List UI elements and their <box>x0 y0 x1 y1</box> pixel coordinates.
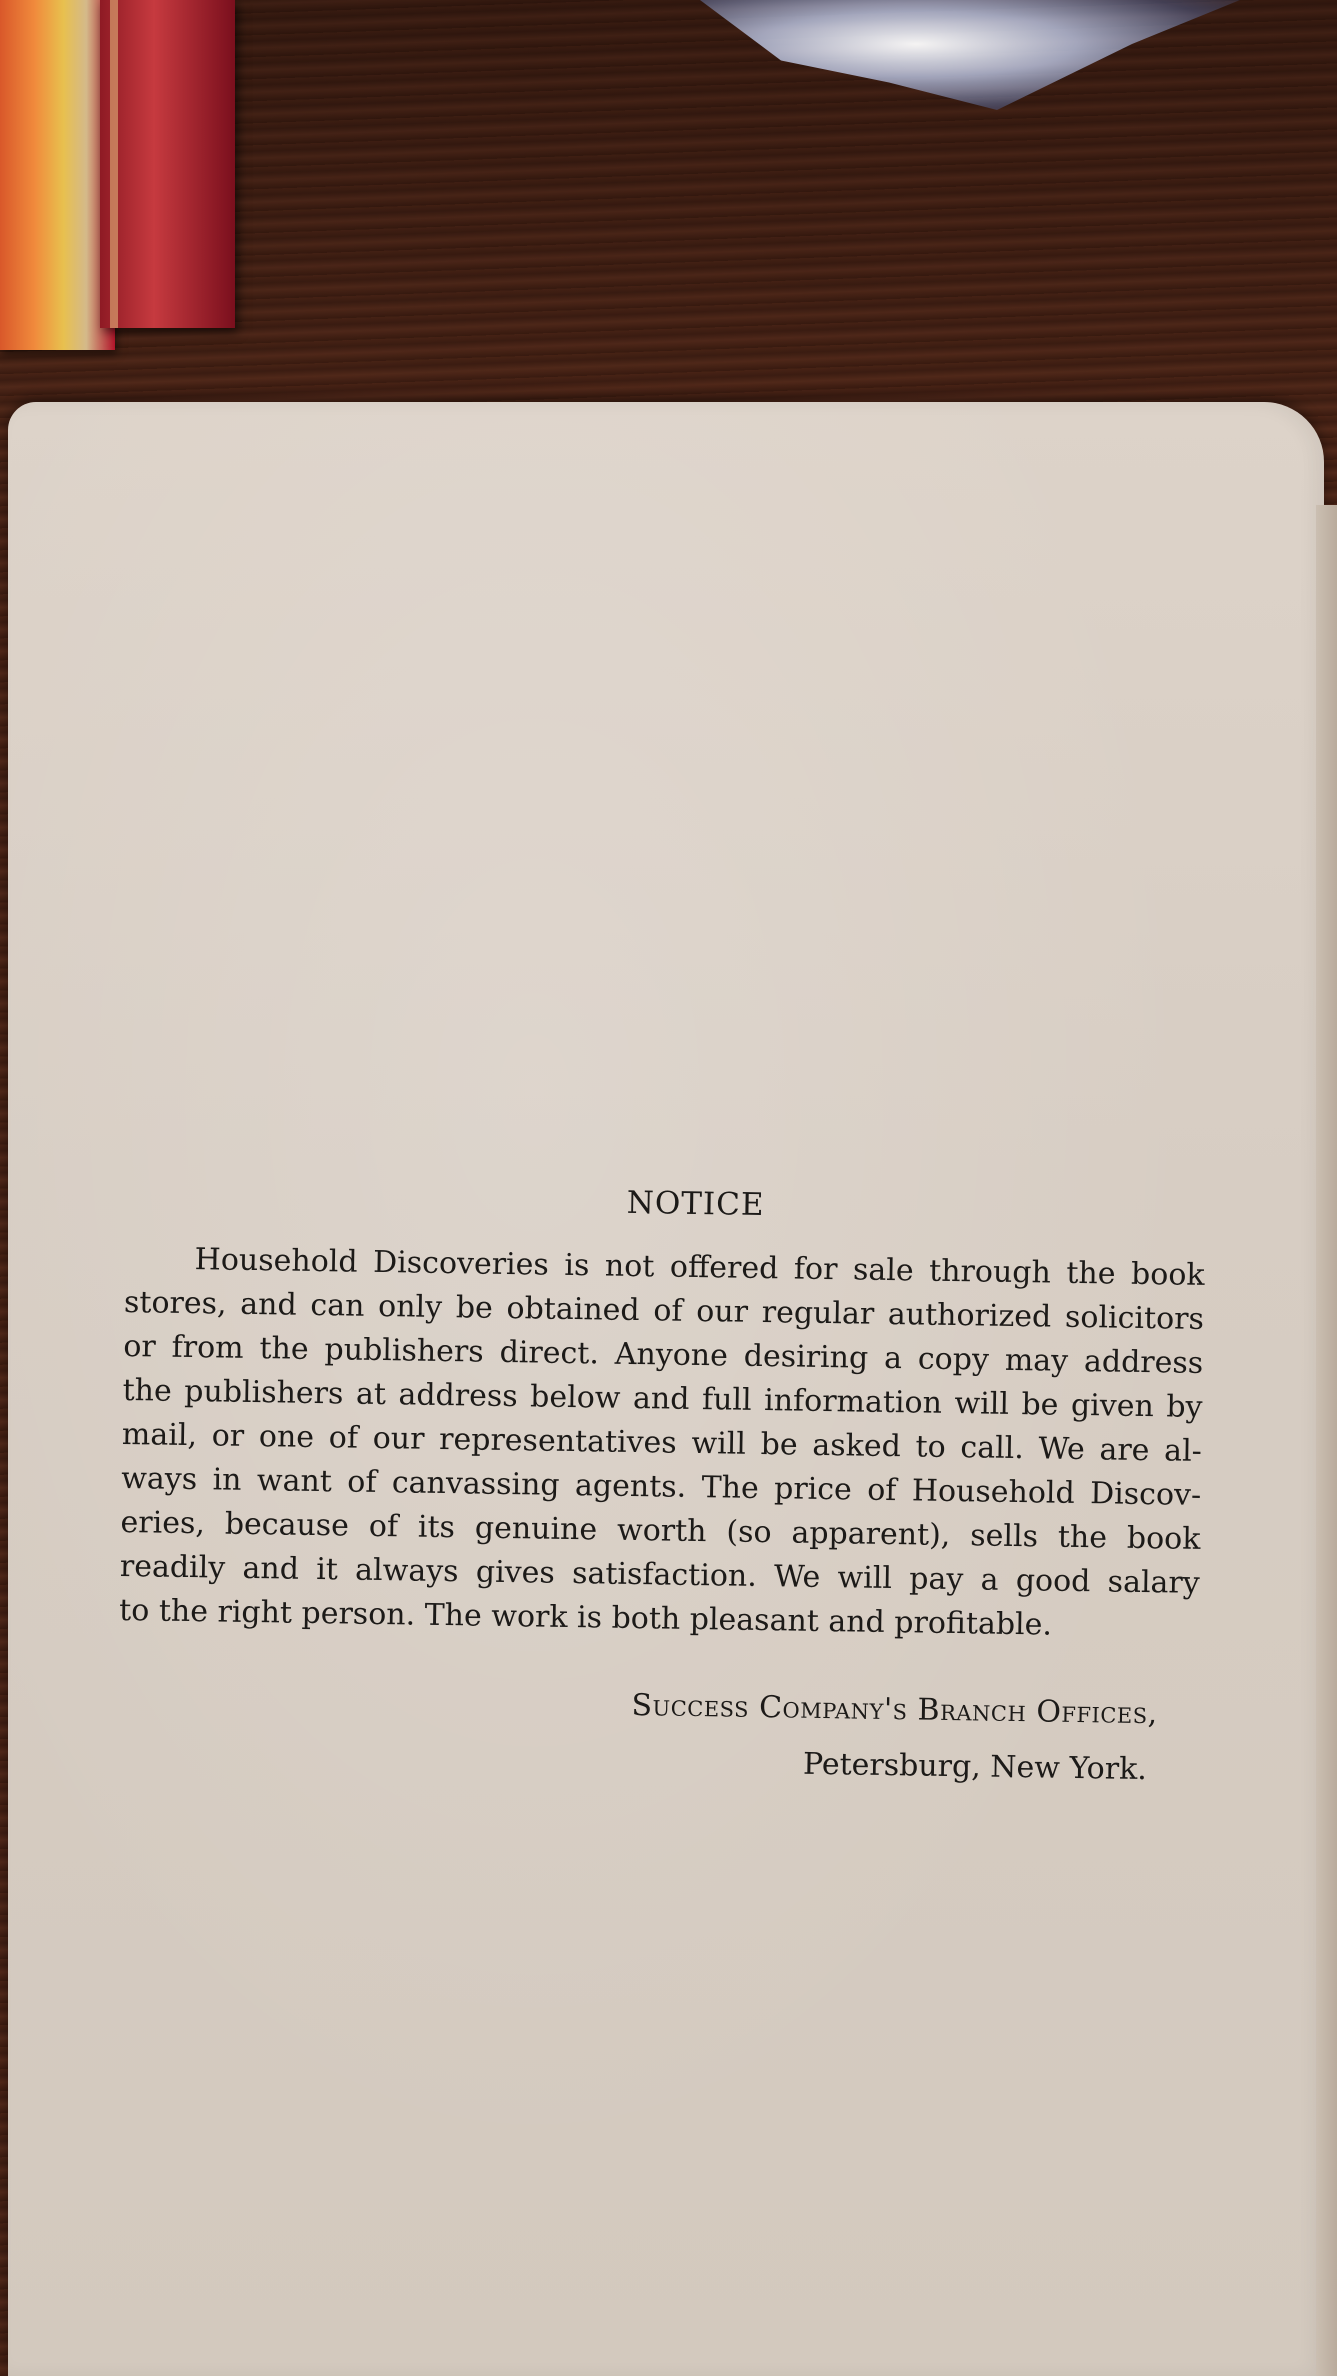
notice-line: ways in want of canvassing agents. The price of Household Discov- <box>120 1460 1202 1513</box>
page-edge <box>1316 505 1337 2376</box>
notice-line: or from the publishers direct. Anyone desiring a copy may address <box>123 1328 1204 1381</box>
notice-block <box>117 1177 1206 1796</box>
signature <box>117 1673 1199 1796</box>
notice-line: Household Discoveries is not offered for sale through the book <box>194 1242 1205 1293</box>
notice-line: to the right person. The work is both pleasant and profitable. <box>118 1592 1053 1643</box>
notice-line: eries, because of its genuine worth (so apparent), sells the book <box>120 1504 1201 1557</box>
signature-company: Success Company's Branch Offices, <box>631 1688 1158 1732</box>
notice-line: readily and it always gives satisfaction. We will pay a good salary <box>119 1548 1201 1601</box>
book-page <box>8 402 1324 2376</box>
book-red <box>100 0 235 328</box>
signature-place: Petersburg, New York. <box>802 1746 1148 1788</box>
notice-line: stores, and can only be obtained of our regular authorized solicitors <box>123 1284 1205 1337</box>
notice-title: NOTICE <box>626 1184 765 1224</box>
notice-line: the publishers at address below and full information will be given by <box>122 1372 1203 1425</box>
book-stack <box>0 0 240 355</box>
book-orange <box>0 0 115 350</box>
notice-line: mail, or one of our representatives will be asked to call. We are al- <box>121 1416 1203 1469</box>
